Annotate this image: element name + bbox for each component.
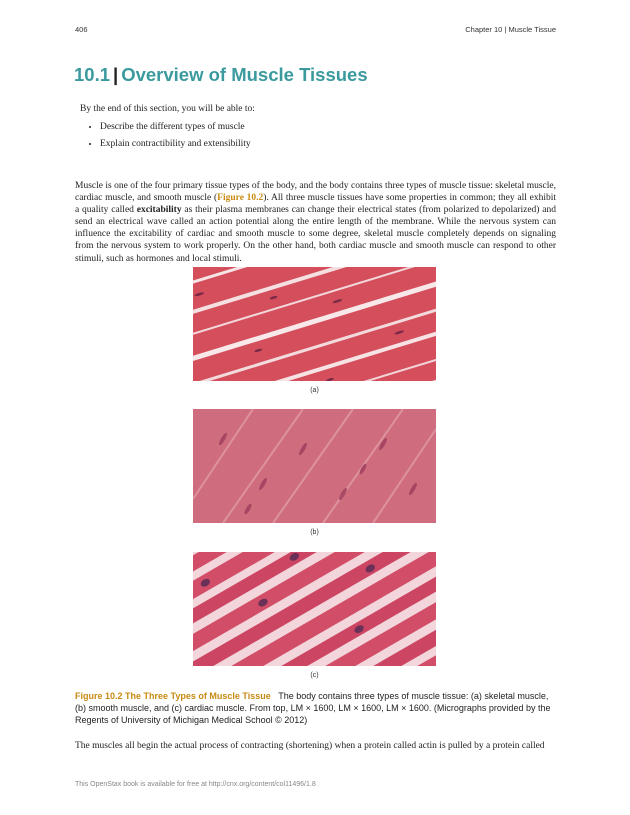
- figure-caption-text: The body contains three types of muscle tissue: (a) skeletal muscle, (b) smooth muscle, and (c) cardiac muscle. From top, LM × 1600, LM × 1600, LM × 1600. (Micrographs provided by the Regents of University of Michigan Medical School © 2012): [75, 691, 551, 725]
- panel-label-b: (b): [310, 529, 319, 536]
- smooth-muscle-micrograph: [193, 409, 436, 523]
- skeletal-muscle-micrograph: [193, 267, 436, 381]
- figure-caption-label: Figure 10.2 The Three Types of Muscle Tissue: [75, 691, 271, 701]
- section-number: 10.1: [74, 64, 111, 85]
- key-term: excitability: [136, 205, 182, 216]
- panel-label-c: (c): [310, 672, 319, 679]
- section-title-text: Overview of Muscle Tissues: [121, 64, 368, 85]
- body-paragraph: The muscles all begin the actual process of contracting (shortening) when a protein called actin is pulled by a protein called: [75, 741, 545, 751]
- objective-item: • Describe the different types of muscle: [100, 122, 560, 132]
- intro-paragraph: [75, 180, 556, 265]
- objectives-intro: By the end of this section, you will be able to:: [80, 104, 255, 114]
- objectives-list: [80, 122, 560, 149]
- figure-reference-link[interactable]: Figure 10.2: [217, 193, 264, 204]
- paragraph-text: Muscle is one of the four primary tissue types of the body, and the body contains three types of muscle tissue: skeletal muscle, cardiac muscle, and smooth muscle (: [75, 181, 556, 204]
- section-separator: |: [113, 64, 119, 85]
- section-title: [74, 64, 368, 86]
- learning-objectives: [80, 104, 560, 156]
- chapter-header: Chapter 10 | Muscle Tissue: [465, 25, 556, 34]
- paragraph-text: ). All three muscle tissues have some properties in common; they all exhibit a quality called: [75, 193, 557, 216]
- figure-caption: [75, 690, 558, 726]
- objective-item: • Explain contractibility and extensibility: [100, 139, 560, 149]
- paragraph-text: as their plasma membranes can change their electrical states (from polarized to depolarized) and send an electrical wave called an action potential along the entire length of the membrane. While the nervous system can influence the excitability of cardiac and smooth muscle to some degree, skeletal muscle completely depends on signaling from the nervous system to work properly. On the other hand, both cardiac muscle and smooth muscle can respond to other stimuli, such as hormones and local stimuli.: [75, 205, 556, 264]
- page-number: 406: [75, 25, 88, 34]
- cardiac-muscle-micrograph: [193, 552, 436, 666]
- panel-label-a: (a): [310, 387, 319, 394]
- page-footer: This OpenStax book is available for free at http://cnx.org/content/col11496/1.8: [75, 781, 316, 788]
